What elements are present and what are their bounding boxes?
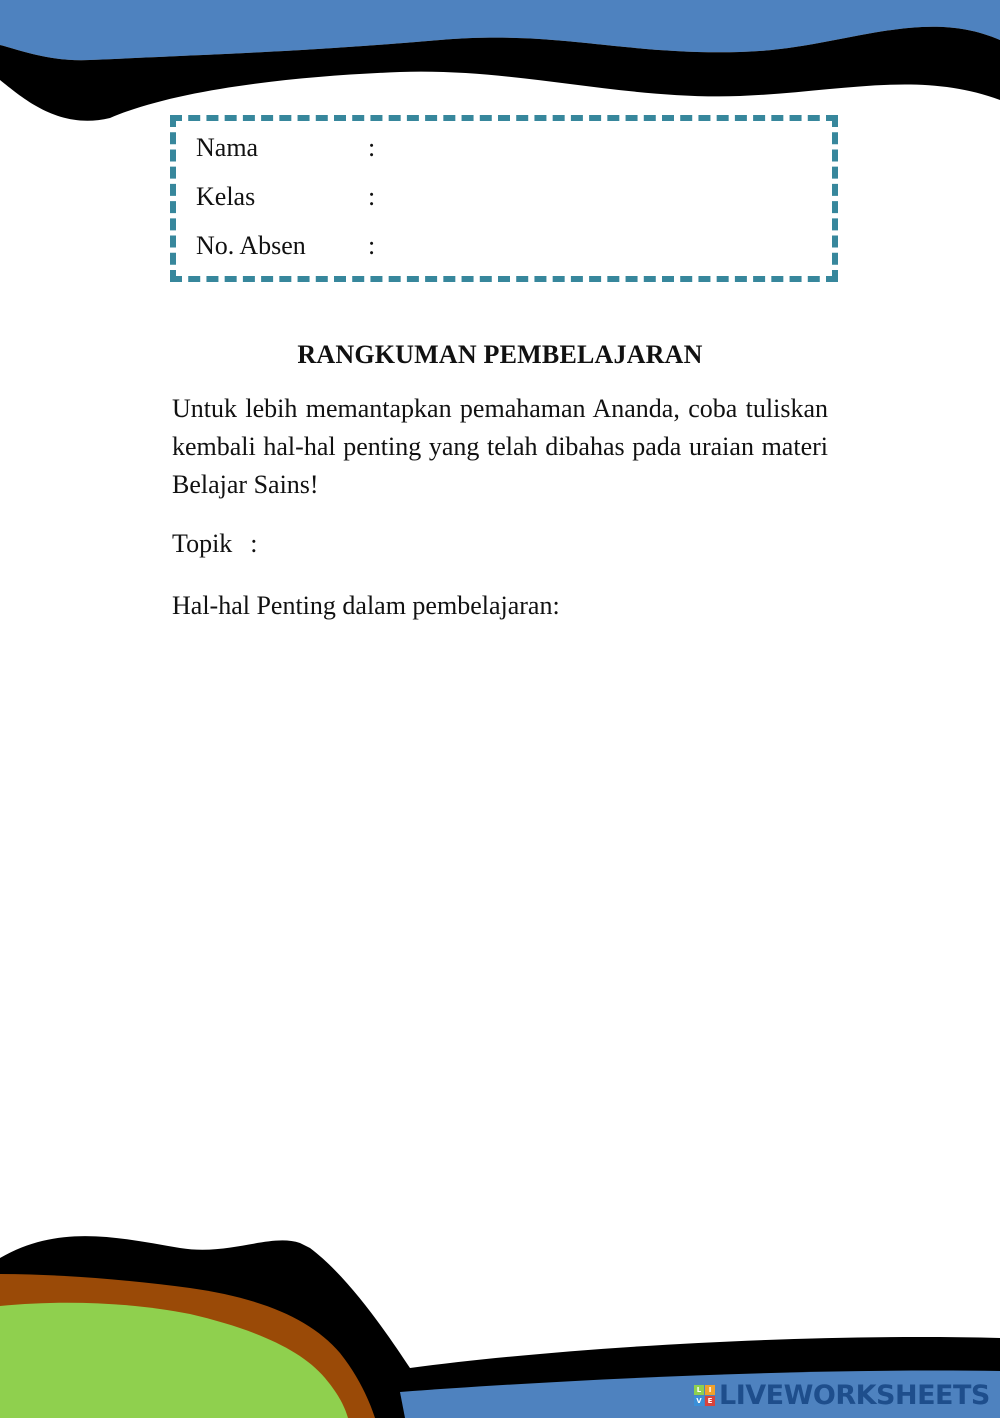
absence-number-label: No. Absen — [196, 231, 306, 260]
topic-line — [172, 529, 258, 559]
topic-label: Topik — [172, 529, 233, 558]
liveworksheets-logo — [694, 1378, 990, 1412]
logo-cell-l: L — [694, 1385, 704, 1395]
liveworksheets-wordmark: LIVEWORKSHEETS — [719, 1379, 990, 1411]
top-wave-decoration — [0, 0, 1000, 130]
topic-colon: : — [250, 529, 258, 558]
key-points-label: Hal-hal Penting dalam pembelajaran: — [172, 591, 560, 620]
absence-number-colon: : — [368, 231, 376, 260]
logo-cell-i: I — [705, 1385, 715, 1395]
name-label: Nama — [196, 133, 259, 162]
class-colon: : — [368, 182, 376, 211]
name-colon: : — [368, 133, 376, 162]
logo-cell-e: E — [705, 1396, 715, 1406]
identity-box — [170, 115, 838, 282]
page-title: RANGKUMAN PEMBELAJARAN — [297, 340, 703, 369]
class-label: Kelas — [196, 182, 256, 211]
intro-paragraph: Untuk lebih memantapkan pemahaman Ananda, coba tuliskan kembali hal-hal penting yang telah dibahas pada uraian materi Belajar Sains! — [172, 394, 828, 499]
liveworksheets-logo-icon — [694, 1385, 715, 1406]
logo-cell-v: V — [694, 1396, 704, 1406]
